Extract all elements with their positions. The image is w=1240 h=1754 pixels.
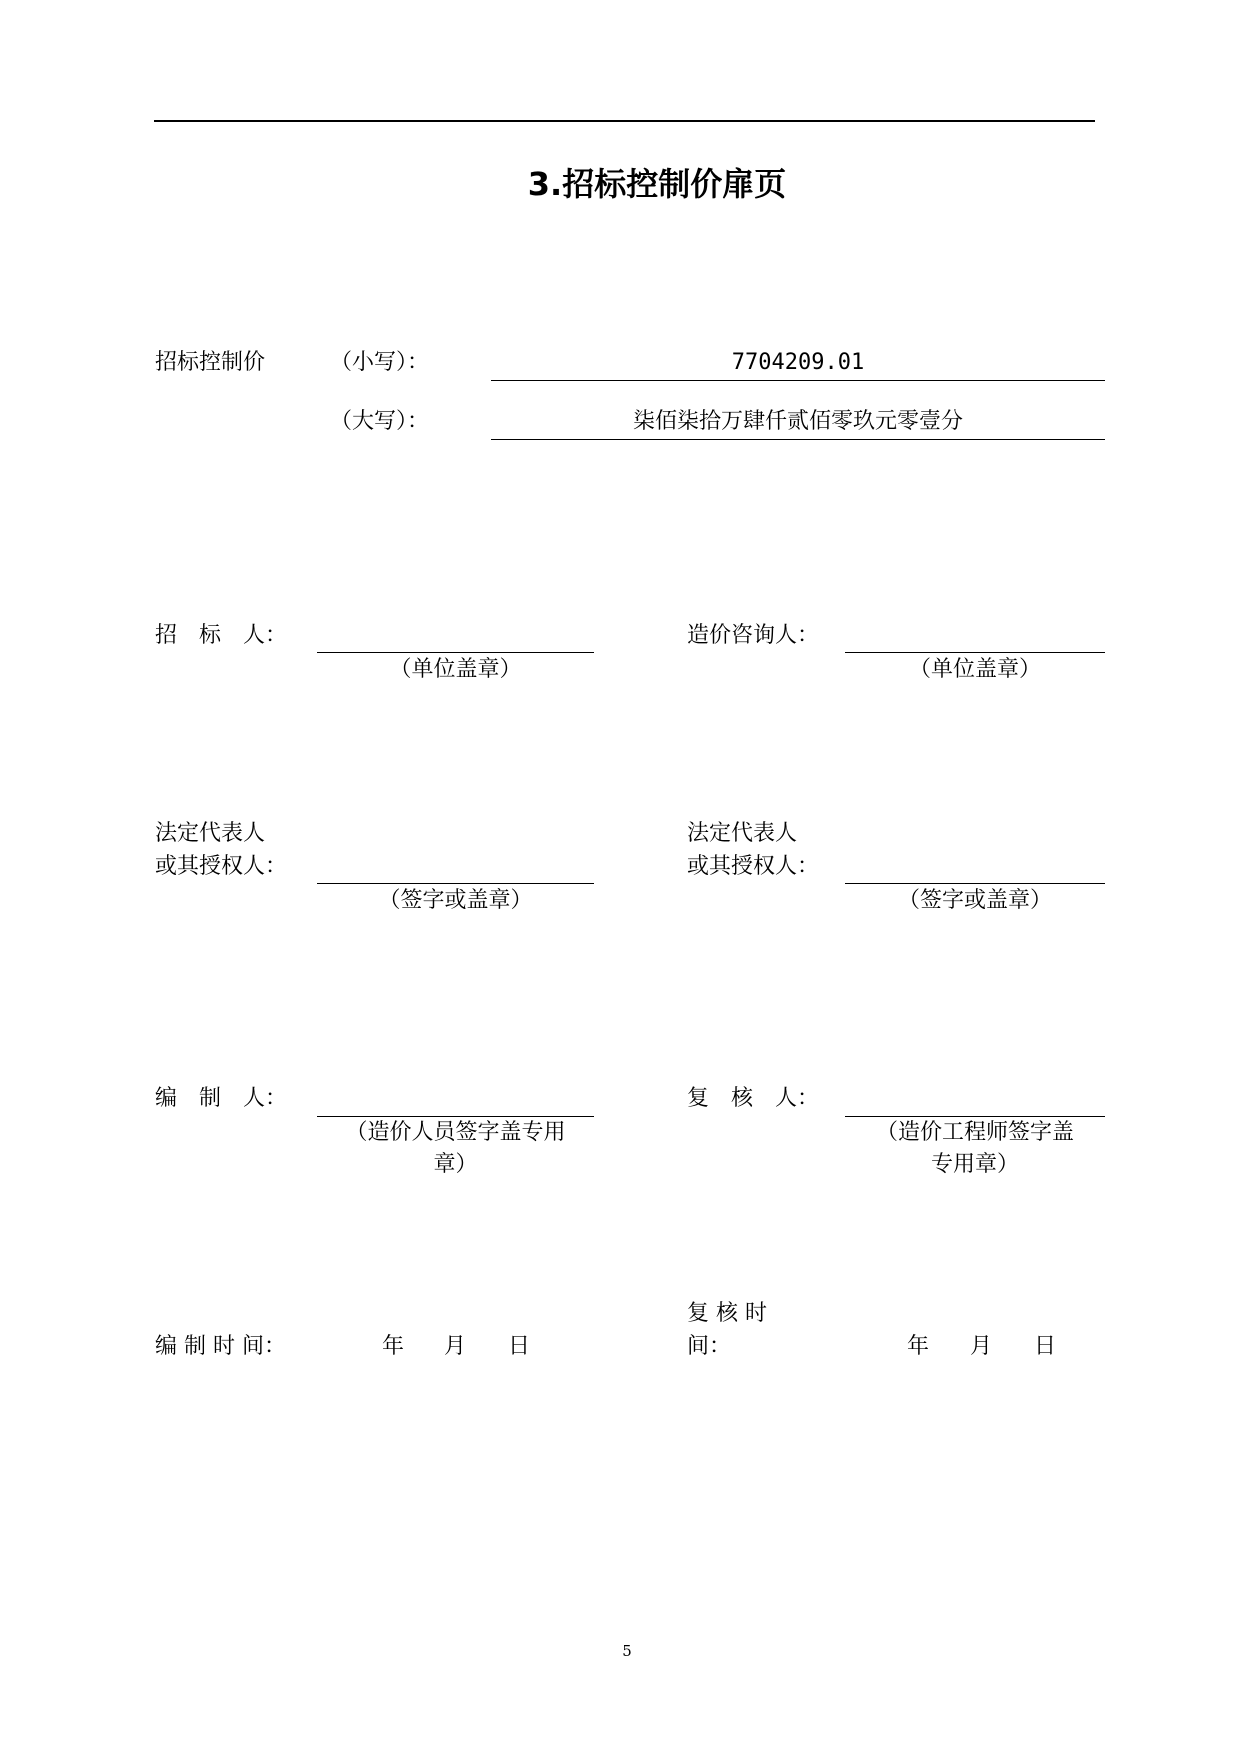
reviewer-label: 复 核 人： <box>687 1086 820 1111</box>
price-label: 招标控制价 <box>155 350 266 375</box>
compiler-note1: （造价人员签字盖专用 <box>345 1120 566 1145</box>
compile-year: 年 <box>382 1334 405 1359</box>
reviewer-note1: （造价工程师签字盖 <box>875 1120 1074 1145</box>
compiler-note2: 章） <box>433 1152 478 1177</box>
consultant-line <box>845 652 1105 653</box>
compiler-label: 编 制 人： <box>155 1086 288 1111</box>
legal-right-line <box>845 883 1105 884</box>
compile-time-label: 编 制 时 间： <box>155 1334 286 1359</box>
legal-left-label1: 法定代表人 <box>155 821 266 846</box>
price-small-value: 7704209.01 <box>731 350 865 375</box>
legal-right-label2: 或其授权人： <box>687 854 820 879</box>
reviewer-line <box>845 1116 1105 1117</box>
review-year: 年 <box>907 1334 930 1359</box>
compile-month: 月 <box>444 1334 467 1359</box>
review-time-label1: 复 核 时 <box>687 1301 767 1326</box>
page-number: 5 <box>622 1642 632 1660</box>
price-large-label: （大写）： <box>330 409 430 434</box>
tenderer-line <box>317 652 594 653</box>
header-rule <box>154 120 1095 122</box>
compile-day: 日 <box>508 1334 531 1359</box>
price-small-label: （小写）： <box>330 350 430 375</box>
consultant-label: 造价咨询人： <box>687 623 820 648</box>
legal-right-label1: 法定代表人 <box>687 821 798 846</box>
legal-left-label2: 或其授权人： <box>155 854 288 879</box>
legal-left-note: （签字或盖章） <box>378 888 533 913</box>
consultant-note: （单位盖章） <box>908 657 1041 682</box>
price-small-line <box>491 380 1105 381</box>
review-month: 月 <box>970 1334 993 1359</box>
legal-left-line <box>317 883 594 884</box>
legal-right-note: （签字或盖章） <box>897 888 1052 913</box>
tenderer-label: 招 标 人： <box>155 623 288 648</box>
price-large-value: 柒佰柒拾万肆仟贰佰零玖元零壹分 <box>632 409 963 434</box>
tenderer-note: （单位盖章） <box>389 657 522 682</box>
page-title: 3.招标控制价扉页 <box>527 165 787 203</box>
compiler-line <box>317 1116 594 1117</box>
review-day: 日 <box>1034 1334 1057 1359</box>
price-large-line <box>491 439 1105 440</box>
review-time-label2: 间： <box>687 1334 732 1359</box>
reviewer-note2: 专用章） <box>930 1152 1019 1177</box>
